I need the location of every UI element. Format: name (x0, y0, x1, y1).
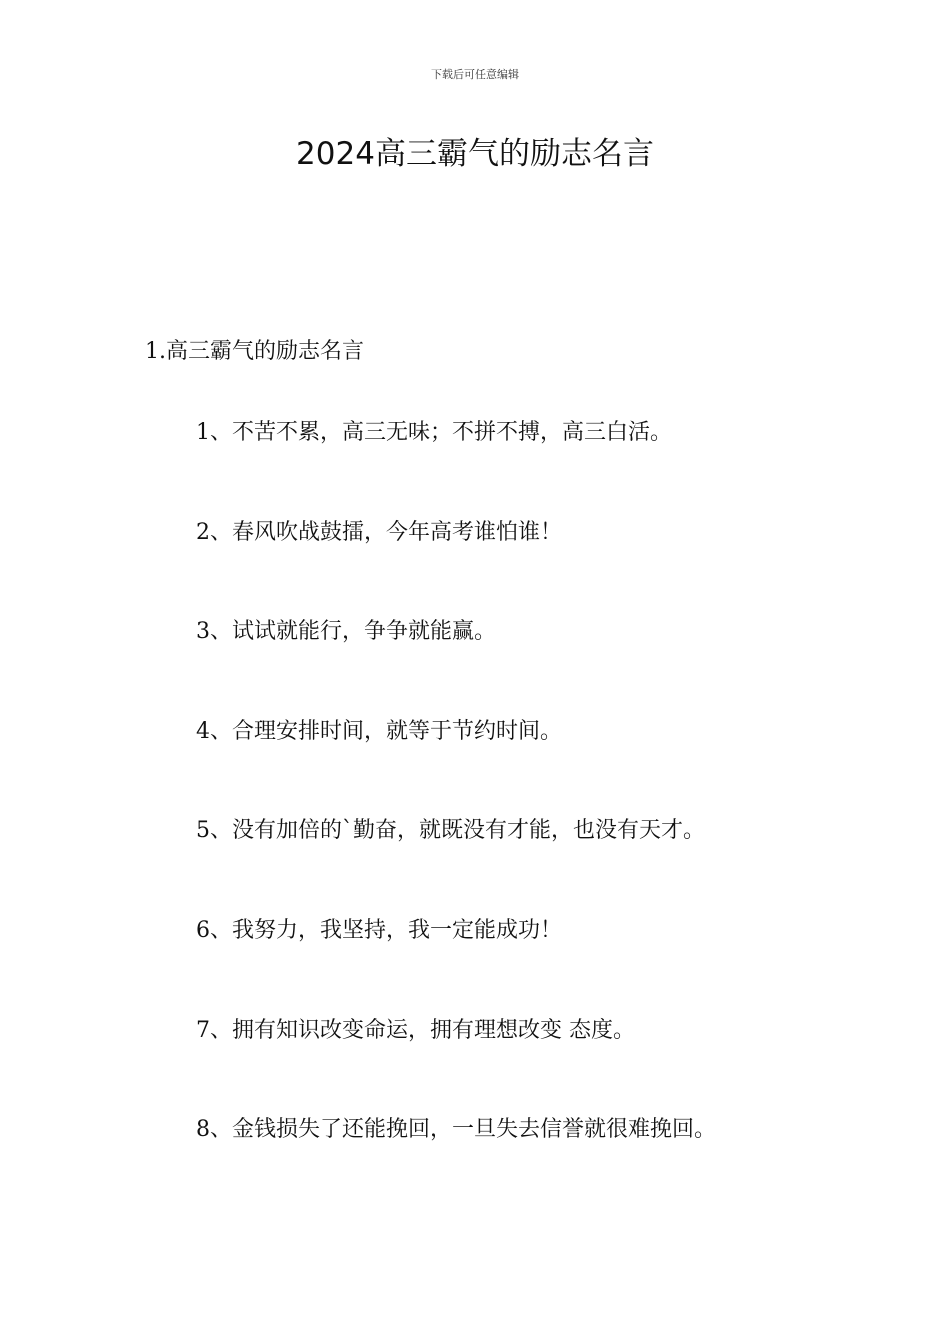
quote-item: 7、拥有知识改变命运，拥有理想改变 态度。 (196, 1017, 635, 1043)
quote-item: 3、试试就能行，争争就能赢。 (196, 619, 496, 645)
quote-item: 8、金钱损失了还能挽回，一旦失去信誉就很难挽回。 (196, 1117, 716, 1143)
section-heading: 1.高三霸气的励志名言 (145, 339, 364, 364)
quote-item: 5、没有加倍的`勤奋，就既没有才能，也没有天才。 (196, 818, 705, 844)
document-title: 2024高三霸气的励志名言 (296, 136, 654, 172)
quote-item: 2、春风吹战鼓擂，今年高考谁怕谁！ (196, 519, 562, 545)
quote-item: 1、不苦不累，高三无味；不拼不搏，高三白活。 (196, 420, 672, 445)
quote-item: 6、我努力，我坚持，我一定能成功！ (196, 917, 562, 943)
quote-item: 4、合理安排时间，就等于节约时间。 (196, 718, 562, 744)
quote-list (196, 404, 896, 1201)
header-note: 下载后可任意编辑 (431, 68, 519, 81)
